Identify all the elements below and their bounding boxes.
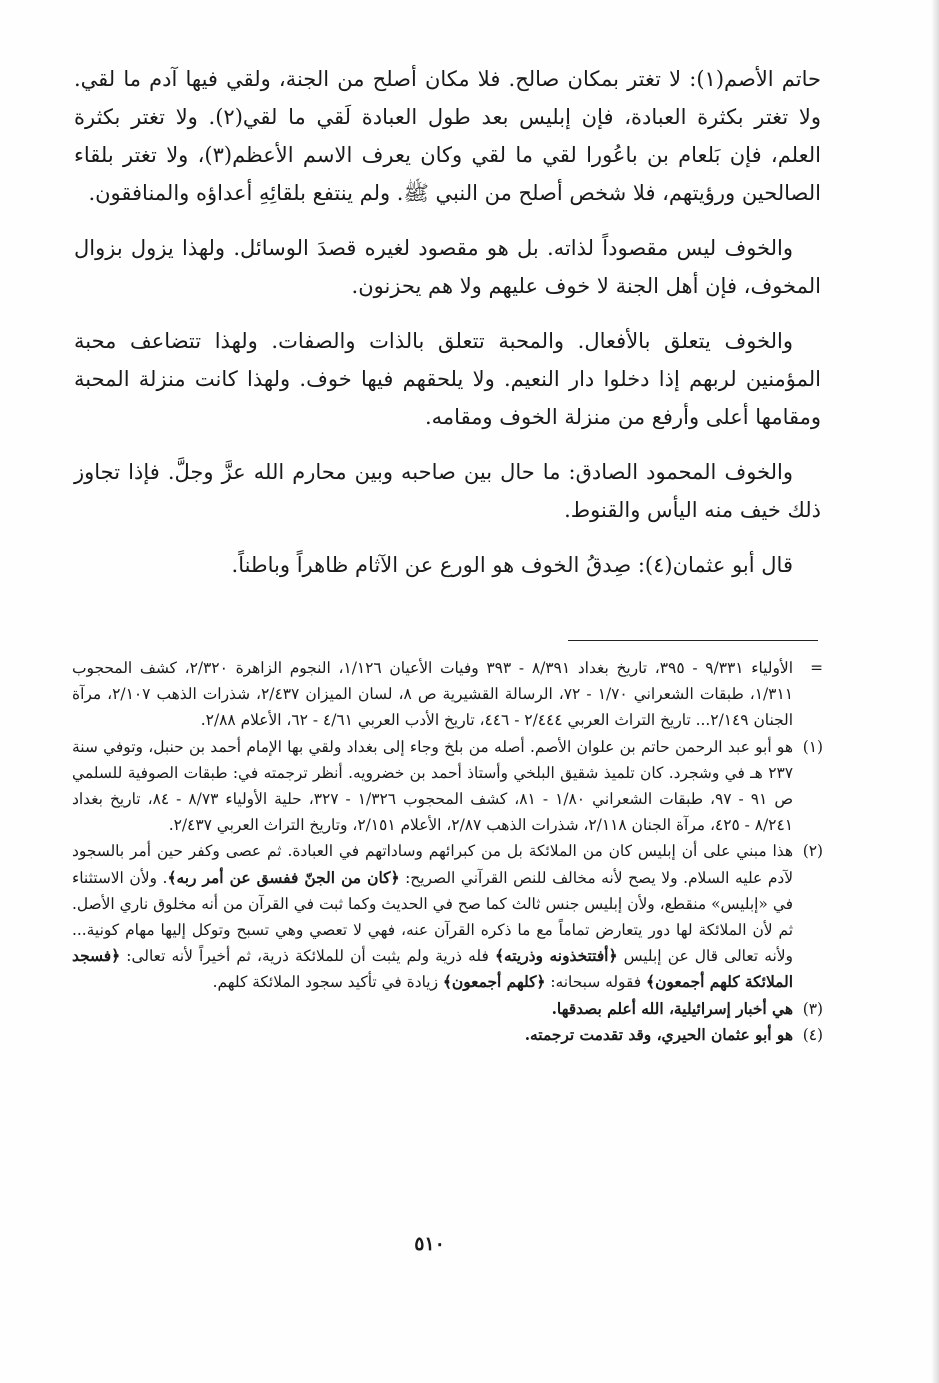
- footnote-text: فله ذرية ولم يثبت أن للملائكة ذرية، ثم أخيراً لأنه تعالى:: [120, 947, 496, 966]
- footnote-mark: (٤): [802, 1025, 823, 1044]
- scan-edge-shadow: [931, 0, 939, 1383]
- main-text: [74, 60, 821, 601]
- footnote-text: هو أبو عبد الرحمن حاتم بن علوان الأصم. أصله من بلخ وجاء إلى بغداد ولقي بها الإمام أحمد بن حنبل، وتوفي سنة ٢٣٧ هـ في وشجرد. كان تلميذ شقيق البلخي وأستاذ أحمد بن خضرويه. أنظر ترجمته في: طبقات الصوفية للسلمي ص ٩١ - ٩٧، طبقات الشعراني ١/٨٠ - ٨١، كشف المحجوب ١/٣٢٦ - ٣٢٧، حلية الأولياء ٨/٧٣ - ٨٤، تاريخ بغداد ٨/٢٤١ - ٤٢٥، مرآة الجنان ٢/١١٨، شذرات الذهب ٢/٨٧، الأعلام ٢/١٥١، وتاريخ التراث العربي ٢/٤٣٧.: [72, 737, 793, 835]
- paragraph-3: والخوف يتعلق بالأفعال. والمحبة تتعلق بالذات والصفات. ولهذا تتضاعف محبة المؤمنين لربهم إذا دخلوا دار النعيم. ولا يلحقهم فيها خوف. ولهذا كانت منزلة المحبة ومقامها أعلى وأرفع من منزلة الخوف ومقامه.: [74, 329, 821, 429]
- page-number: ٥١٠: [414, 1233, 445, 1255]
- footnote-4: [72, 1022, 823, 1048]
- footnote-text: ﴿كان من الجنّ ففسق عن أمر ربه﴾: [167, 868, 400, 887]
- footnote-2: [72, 838, 823, 995]
- footnote-text: هي أخبار إسرائيلية، الله أعلم بصدقها.: [551, 999, 793, 1018]
- footnote-0: [72, 655, 823, 734]
- paragraph-1: حاتم الأصم(١): لا تغتر بمكان صالح. فلا مكان أصلح من الجنة، ولقي فيها آدم ما لقي. ولا تغتر بكثرة العبادة، فإن إبليس بعد طول العبادة لَقي ما لقي(٢). ولا تغتر بكثرة العلم، فإن بَلعام بن باعُورا لقي ما لقي وكان يعرف الاسم الأعظم(٣)، ولا تغتر بلقاء الصالحين ورؤيتهم، فلا شخص أصلح من النبي ﷺ. ولم ينتفع بلقائِهِ أعداؤه والمنافقون.: [74, 67, 822, 205]
- footnote-text: . ولأن الاستثناء في «إبليس» منقطع، ولأن إبليس جنس ثالث كما صح في الحديث وكما ثبت في القرآن من أنه مخلوق ناري الأصل. ثم لأن الملائكة لها دور يتعارض تماماً مع ما ذكره القرآن عنه،: [72, 868, 793, 940]
- paragraph-2: والخوف ليس مقصوداً لذاته. بل هو مقصود لغيره قصدَ الوسائل. ولهذا يزول بزوال المخوف، فإن أهل الجنة لا خوف عليهم ولا هم يحزنون.: [74, 236, 821, 298]
- paragraph-5: قال أبو عثمان(٤): صِدقُ الخوف هو الورع عن الآثام ظاهراً وباطناً.: [231, 553, 793, 577]
- footnote-separator: [568, 640, 818, 641]
- paragraph-4: والخوف المحمود الصادق: ما حال بين صاحبه وبين محارم الله عزَّ وجلَّ. فإذا تجاوز ذلك خيف منه اليأس والقنوط.: [74, 460, 821, 522]
- footnote-text: ﴿أفتتخذونه وذريته﴾: [495, 947, 618, 966]
- footnote-text: فقوله سبحانه:: [545, 973, 647, 992]
- footnotes: [72, 655, 823, 1048]
- footnote-mark: (٢): [802, 842, 823, 861]
- footnote-text: زيادة في تأكيد سجود الملائكة كلهم.: [212, 973, 443, 992]
- footnote-text: هذا مبني على أن إبليس كان من الملائكة بل من كبرائهم وساداتهم في العبادة. ثم عصى وكفر حين أمر بالسجود لآدم عليه السلام. ولا يصح لأنه مخالف للنص القرآني الصريح:: [72, 842, 793, 887]
- footnote-mark: (٣): [802, 999, 823, 1018]
- footnote-text: ﴿فسجد الملائكة كلهم أجمعون﴾: [72, 947, 793, 992]
- footnote-1: [72, 734, 823, 839]
- footnote-mark: (١): [802, 737, 823, 756]
- footnote-text: فهي لا تعصي وهي تسبح وتوكل إليها مهام كونية... ولأنه تعالى قال عن إبليس: [72, 921, 793, 966]
- footnote-text: ﴿كلهم أجمعون﴾: [442, 973, 546, 992]
- footnote-text: الأولياء ٩/٣٣١ - ٣٩٥، تاريخ بغداد ٨/٣٩١ - ٣٩٣ وفيات الأعيان ١/١٢٦، النجوم الزاهرة ٢/٣٢٠، كشف المحجوب ١/٣١١، طبقات الشعراني ١/٧٠ - ٧٢، الرسالة القشيرية ص ٨، لسان الميزان ٢/٤٣٧، شذرات الذهب ٢/١٠٧، مرآة الجنان ٢/١٤٩... تاريخ التراث العربي ٢/٤٤٤ - ٤٤٦، تاريخ الأدب العربي ٤/٦١ - ٦٢، الأعلام ٢/٨٨.: [72, 659, 793, 730]
- footnote-3: [72, 996, 823, 1022]
- footnote-mark: =: [810, 659, 823, 677]
- footnote-text: هو أبو عثمان الحيري، وقد تقدمت ترجمته.: [524, 1025, 793, 1044]
